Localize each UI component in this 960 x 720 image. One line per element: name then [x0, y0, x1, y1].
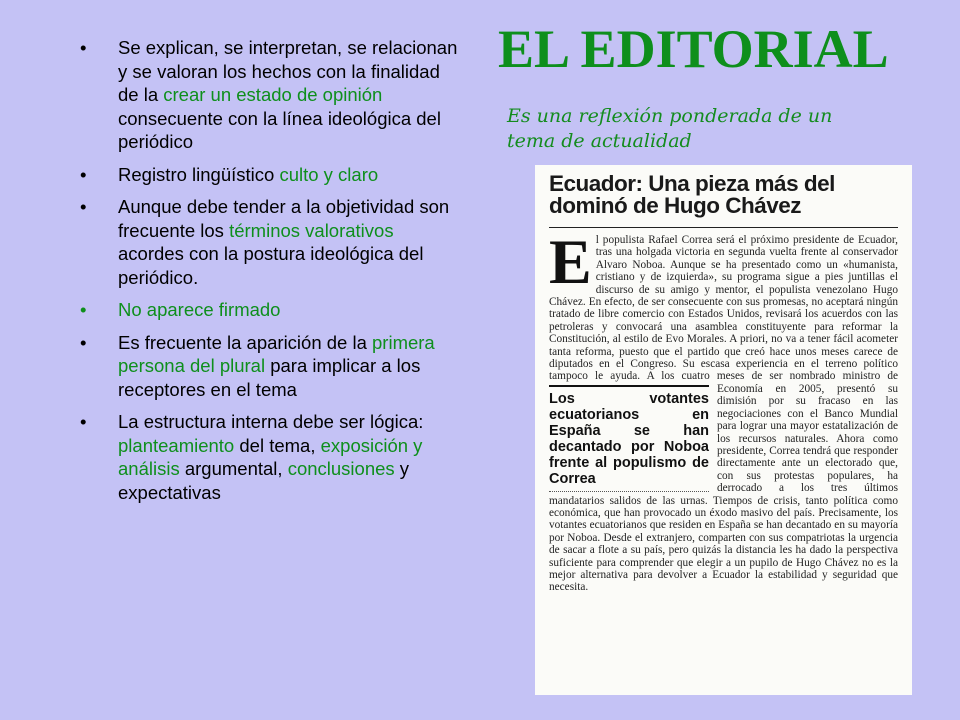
bullet-item [80, 36, 460, 154]
bullet-text: del tema, [234, 434, 321, 456]
bullet-item [80, 298, 460, 322]
bullet-icon: • [80, 331, 87, 353]
bullet-highlight: exposición y análisis [118, 434, 423, 479]
slide-subtitle: Es una reflexión ponderada de un tema de actualidad [507, 105, 833, 152]
clipping-headline: Ecuador: Una pieza más del dominó de Hugo Chávez [549, 171, 835, 218]
bullet-highlight: No aparece firmado [118, 299, 281, 320]
bullet-icon: • [80, 299, 87, 320]
bullet-icon: • [80, 163, 87, 185]
bullet-text: y expectativas [118, 458, 410, 503]
bullet-highlight: conclusiones [287, 458, 395, 479]
clipping-body [549, 226, 898, 594]
newspaper-clipping [535, 165, 912, 695]
bullet-text: para implicar a los receptores en el tema [118, 355, 421, 400]
bullet-text: Aunque debe tender a la objetividad son frecuente los [118, 196, 450, 241]
bullet-item [80, 410, 460, 504]
bullet-icon: • [80, 411, 87, 432]
bullet-text: Es frecuente la aparición de la [118, 331, 373, 353]
clipping-sidebox [549, 385, 709, 492]
clipping-lead-text: l populista Rafael Correa será el próximo presidente de Ecuador, tras una holgada victoria en segunda vuelta frente al conservador Alvaro Noboa. Aunque se ha presentado como un «humanista, cristiano y de izquierda», su programa sigue a pies juntillas el discurso de su amigo y mentor, el populista venezolano Hugo Chávez. En efecto, de ser consecuente con sus promesas, no aceptará ningún tratado de libre comercio con Estados Unidos, revisará los acuerdos con las petroleras y convocará una asamblea constituyente para reformar la Constitución, al estilo de Evo Morales. A priori, no va a tener fácil acometer tanta reforma, puesto que el partido que creó hace unos meses carece de diputados en el Congreso. Su escasa experiencia en el terreno político tampoco le ayuda. A los cuatro meses de ser nombrado [549, 234, 898, 383]
bullet-text: argumental, [179, 458, 288, 479]
clipping-dropcap: E [549, 226, 592, 297]
bullet-text: La estructura interna debe ser lógica: [118, 411, 424, 432]
bullet-highlight: planteamiento [118, 434, 235, 456]
bullet-item [80, 163, 460, 187]
bullet-text: Se explican, se interpretan, se relacionan y se valoran los hechos con la finalidad de la [118, 37, 458, 105]
bullet-highlight: crear un estado de opinión [163, 84, 383, 105]
bullet-text: acordes con la postura ideológica del periódico. [118, 243, 424, 288]
bullet-highlight: términos valorativos [229, 219, 394, 241]
bullet-item [80, 331, 460, 402]
slide-title: EL EDITORIAL [498, 19, 889, 79]
clipping-rest-text: ministro de Economía en 2005, presentó su dimisión por su fracaso en las negociaciones con el Banco Mundial para lograr una mayor estatalización de los recursos naturales. Ahora como presidente, Correa tendrá que responder directamente ante un electorado que, con sus protestas populares, ha derrocado a los tres últimos mandatarios salidos de las urnas. Tiempos de crisis, tanto política como económica, que han provocado un éxodo masivo del país. Precisamente, los votantes ecuatorianos que residen en España se han decantado en su mayoría por Noboa. Desde el extranjero, comparten con sus compatriotas la urgencia de sacar a flote a su país, pero quizás la distancia les ha dado la perspectiva suficiente para comprender que elegir a un pupilo de Hugo Chávez no es la mejor alternativa para devolver a Ecuador la estabilidad y seguridad que necesita. [549, 370, 898, 594]
bullet-highlight: primera persona del plural [118, 331, 435, 376]
bullet-icon: • [80, 37, 87, 58]
bullet-highlight: culto y claro [279, 163, 379, 185]
bullet-icon: • [80, 196, 87, 217]
bullet-text: Registro lingüístico [118, 163, 280, 185]
bullet-text: consecuente con la línea ideológica del periódico [118, 107, 441, 152]
bullet-list [80, 36, 460, 513]
clipping-sidebox-text: Los votantes ecuatorianos en España se han decantado por Noboa frente al populismo de Correa [549, 390, 709, 487]
bullet-item [80, 195, 460, 289]
clipping-divider [549, 227, 898, 228]
